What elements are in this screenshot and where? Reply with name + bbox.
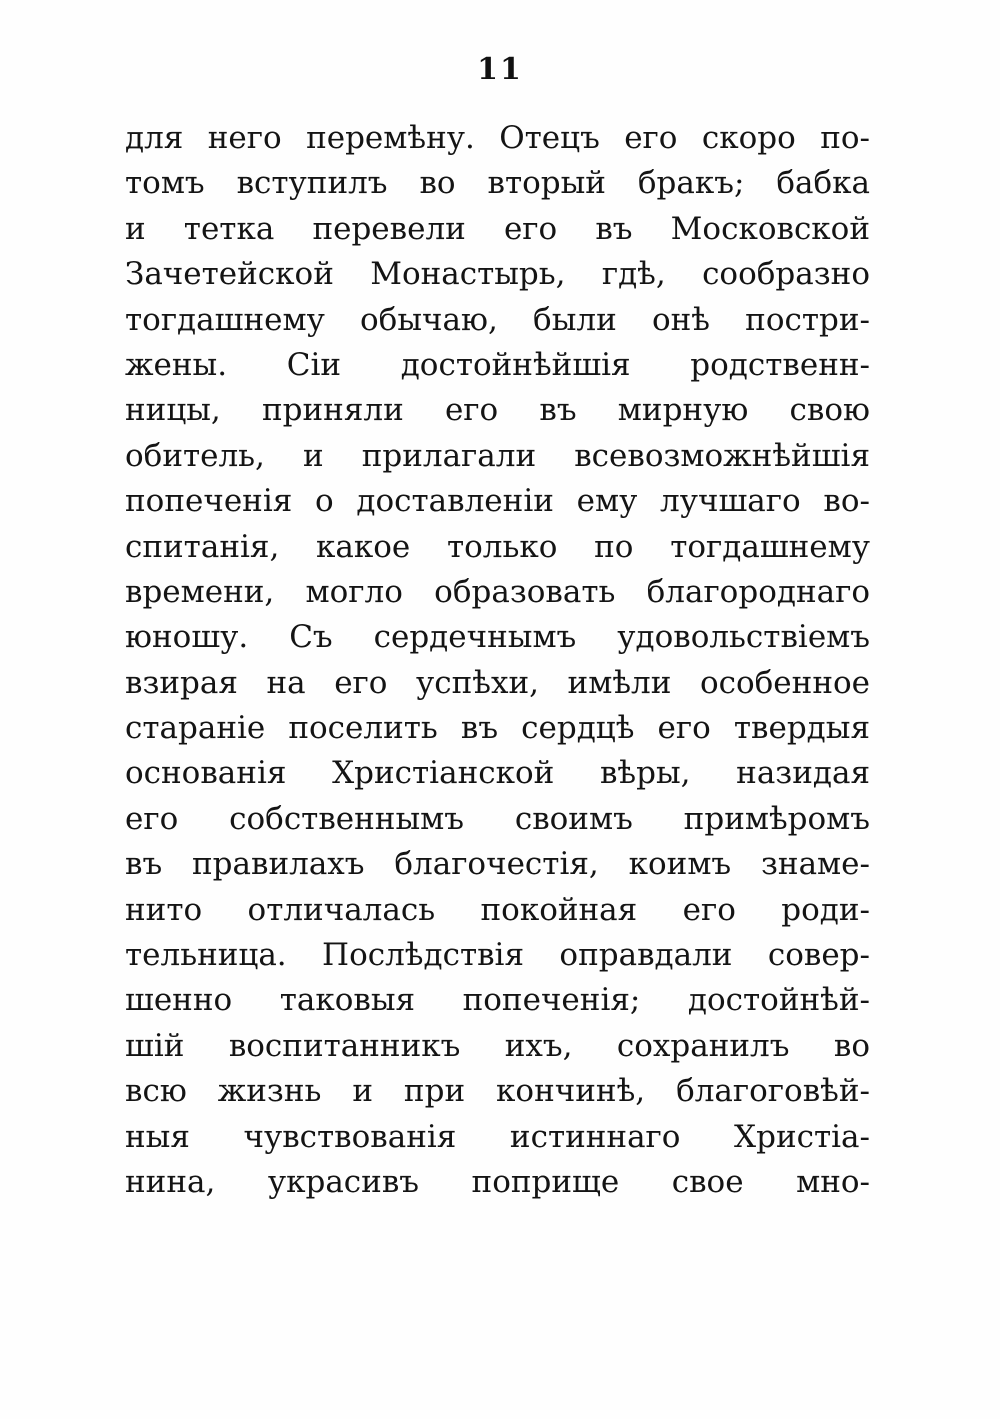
text-line: ницы, приняли его въ мирную свою <box>125 392 870 429</box>
text-line: въ правилахъ благочестія, коимъ знаме- <box>125 846 870 883</box>
text-line: спитанія, какое только по тогдашнему <box>125 528 870 565</box>
text-line: ныя чувствованія истиннаго Христіа- <box>125 1118 870 1155</box>
text-line: нина, украсивъ поприще свое мно- <box>125 1163 870 1200</box>
text-line: всю жизнь и при кончинѣ, благоговѣй- <box>125 1073 870 1110</box>
text-line: нито отличалась покойная его роди- <box>125 891 870 928</box>
text-line: юношу. Съ сердечнымъ удовольствіемъ <box>125 619 870 656</box>
text-line: времени, могло образовать благороднаго <box>125 573 870 610</box>
text-line: для него перемѣну. Отецъ его скоро по- <box>125 120 870 156</box>
text-line: его собственнымъ своимъ примѣромъ <box>125 800 870 837</box>
text-line: Зачетейской Монастырь, гдѣ, сообразно <box>125 256 870 293</box>
text-line: шій воспитанникъ ихъ, сохранилъ во <box>125 1027 870 1064</box>
text-line: томъ вступилъ во вторый бракъ; бабка <box>125 165 870 202</box>
body-text <box>125 116 870 1205</box>
text-line: тогдашнему обычаю, были онѣ постри- <box>125 301 870 338</box>
text-line: основанія Христіанской вѣры, назидая <box>125 755 870 792</box>
text-line: тельница. Послѣдствія оправдали совер- <box>125 937 870 974</box>
text-line: жены. Сіи достойнѣйшія родственн- <box>125 346 870 383</box>
page-number: 11 <box>477 52 523 87</box>
text-line: взирая на его успѣхи, имѣли особенное <box>125 664 870 701</box>
text-line: обитель, и прилагали всевозможнѣйшія <box>125 437 870 474</box>
text-line: стараніе поселить въ сердцѣ его твердыя <box>125 710 870 747</box>
text-line: шенно таковыя попеченія; достойнѣй- <box>125 982 870 1019</box>
text-line: попеченія о доставленіи ему лучшаго во- <box>125 483 870 520</box>
text-line: и тетка перевели его въ Московской <box>125 210 870 247</box>
